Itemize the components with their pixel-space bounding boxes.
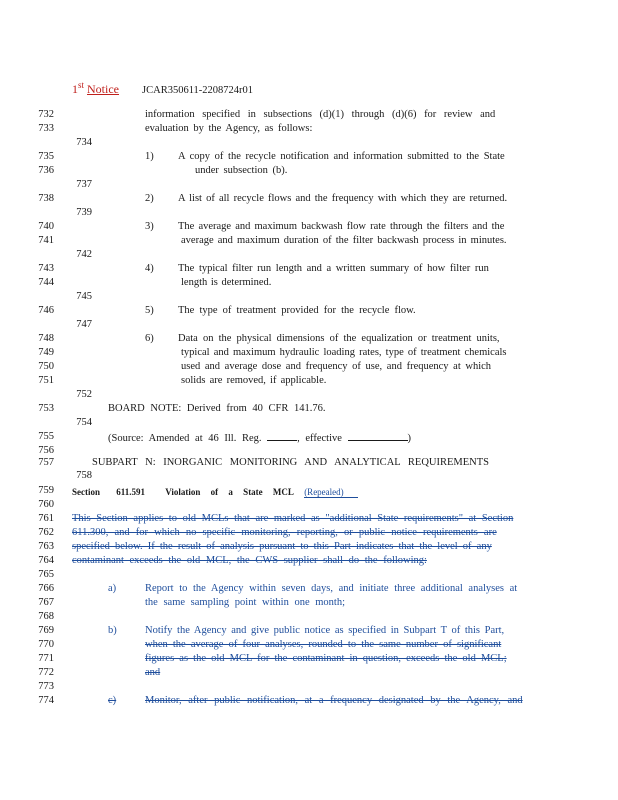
line-number: 764 — [38, 555, 54, 566]
item-label: c) — [108, 695, 117, 706]
line-number: 770 — [38, 639, 54, 650]
board-note: BOARD NOTE: Derived from 40 CFR 141.76. — [108, 403, 326, 414]
line-number: 742 — [76, 249, 92, 260]
item-label: a) — [108, 583, 117, 594]
subpart-heading: SUBPART N: INORGANIC MONITORING AND ANALYTICAL REQUIREMENTS — [92, 457, 490, 468]
notice-number: 1 — [72, 82, 78, 96]
repealed-text-line: Report to the Agency within seven days, and initiate three additional analyses at — [145, 583, 518, 594]
item-label: 3) — [145, 221, 154, 232]
item-label: 5) — [145, 305, 154, 316]
line-number: 771 — [38, 653, 54, 664]
notice-header — [72, 78, 253, 98]
line-number: 732 — [38, 109, 54, 120]
line-number: 743 — [38, 263, 54, 274]
line-number: 768 — [38, 611, 54, 622]
text-line: A list of all recycle flows and the frequency with which they are returned. — [178, 193, 508, 204]
section-number: Section 611.591 — [72, 487, 146, 497]
line-number: 741 — [38, 235, 54, 246]
line-number: 746 — [38, 305, 54, 316]
line-number: 739 — [76, 207, 92, 218]
item-label: 4) — [145, 263, 154, 274]
repealed-text-line: figures as the old MCL for the contaminant in question, exceeds the old MCL; — [145, 653, 507, 664]
line-number: 763 — [38, 541, 54, 552]
text-line: The typical filter run length and a written summary of how filter run — [178, 263, 489, 274]
text-line: Data on the physical dimensions of the equalization or treatment units, — [178, 333, 500, 344]
line-number: 752 — [76, 389, 92, 400]
line-number: 769 — [38, 625, 54, 636]
line-number: 744 — [38, 277, 54, 288]
line-number: 759 — [38, 485, 54, 496]
source-text: , effective — [297, 433, 342, 444]
line-number: 749 — [38, 347, 54, 358]
line-number: 760 — [38, 499, 54, 510]
line-number: 761 — [38, 513, 54, 524]
repealed-text-line: Notify the Agency and give public notice as specified in Subpart T of this Part, — [145, 625, 505, 636]
line-number: 750 — [38, 361, 54, 372]
text-line: typical and maximum hydraulic loading rates, type of treatment chemicals — [181, 347, 507, 358]
line-number: 754 — [76, 417, 92, 428]
repealed-text-line: Monitor, after public notification, at a frequency designated by the Agency, and — [145, 695, 523, 706]
text-line: used and average dose and frequency of use, and frequency at which — [181, 361, 492, 372]
line-number: 736 — [38, 165, 54, 176]
item-label: 6) — [145, 333, 154, 344]
line-number: 758 — [76, 470, 92, 481]
source-text: ) — [407, 433, 412, 444]
line-number: 733 — [38, 123, 54, 134]
line-number: 751 — [38, 375, 54, 386]
line-number: 737 — [76, 179, 92, 190]
section-title: Violation of a State MCL — [165, 487, 294, 497]
register-blank — [267, 430, 297, 441]
section-heading — [72, 485, 358, 499]
line-number: 762 — [38, 527, 54, 538]
text-line: solids are removed, if applicable. — [181, 375, 327, 386]
notice-superscript: st — [78, 80, 85, 90]
repealed-text-line: specified below. If the result of analysis pursuant to this Part indicates that the level of any — [72, 541, 492, 552]
repealed-text-line: 611.300, and for which no specific monitoring, reporting, or public notice requirements are — [72, 527, 497, 538]
item-label: 2) — [145, 193, 154, 204]
text-line: evaluation by the Agency, as follows: — [145, 123, 313, 134]
repealed-text-line: and — [145, 667, 161, 678]
repealed-text-line: contaminant exceeds the old MCL, the CWS supplier shall do the following: — [72, 555, 427, 566]
text-line: average and maximum duration of the filter backwash process in minutes. — [181, 235, 507, 246]
line-number: 773 — [38, 681, 54, 692]
line-number: 745 — [76, 291, 92, 302]
line-number: 734 — [76, 137, 92, 148]
line-number: 767 — [38, 597, 54, 608]
text-line: A copy of the recycle notification and information submitted to the State — [178, 151, 505, 162]
source-note — [108, 430, 411, 446]
text-line: information specified in subsections (d)(1) through (d)(6) for review and — [145, 109, 496, 120]
line-number: 772 — [38, 667, 54, 678]
line-number: 756 — [38, 445, 54, 456]
line-number: 774 — [38, 695, 54, 706]
line-number: 755 — [38, 431, 54, 442]
source-text: (Source: Amended at 46 Ill. Reg. — [108, 433, 262, 444]
line-number: 765 — [38, 569, 54, 580]
line-number: 748 — [38, 333, 54, 344]
item-label: 1) — [145, 151, 154, 162]
line-number: 740 — [38, 221, 54, 232]
repealed-text-line: when the average of four analyses, rounded to the same number of significant — [145, 639, 502, 650]
line-number: 757 — [38, 457, 54, 468]
line-number: 738 — [38, 193, 54, 204]
line-number: 747 — [76, 319, 92, 330]
line-number: 735 — [38, 151, 54, 162]
line-number: 753 — [38, 403, 54, 414]
item-label: b) — [108, 625, 117, 636]
text-line: under subsection (b). — [195, 165, 288, 176]
text-line: length is determined. — [181, 277, 272, 288]
repealed-text-line: the same sampling point within one month; — [145, 597, 345, 608]
document-id: JCAR350611-2208724r01 — [142, 85, 254, 96]
line-number: 766 — [38, 583, 54, 594]
text-line: The average and maximum backwash flow rate through the filters and the — [178, 221, 505, 232]
notice-word: Notice — [87, 82, 120, 96]
effective-date-blank — [348, 430, 408, 441]
repealed-text-line: This Section applies to old MCLs that are marked as "additional State requirements" at Section — [72, 513, 514, 524]
text-line: The type of treatment provided for the recycle flow. — [178, 305, 416, 316]
repealed-tag: (Repealed) — [304, 487, 357, 498]
